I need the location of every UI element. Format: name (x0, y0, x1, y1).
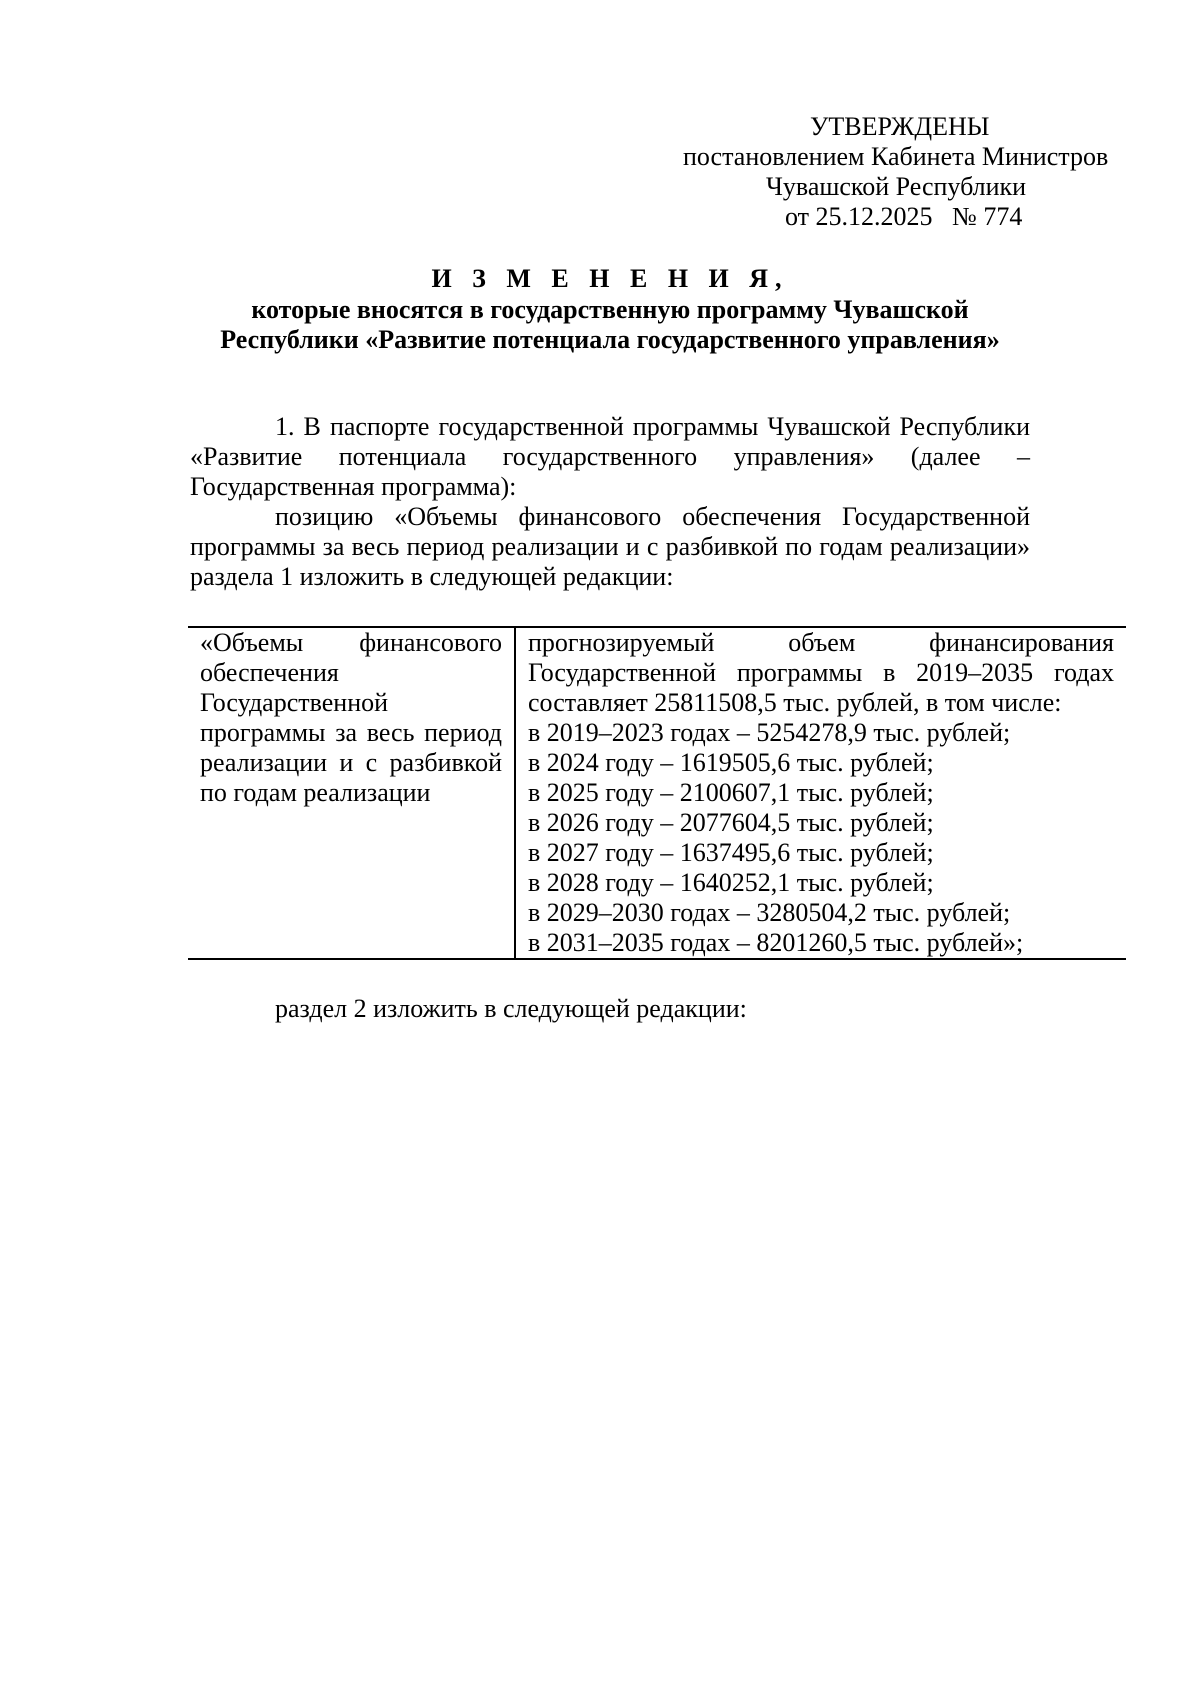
paragraph-2: позицию «Объемы финансового обеспечения Государственной программы за весь период реализации и с разбивкой по годам реализации» раздела 1 изложить в следующей редакции: (190, 502, 1030, 591)
financing-label-cell: «Объемы финансового обеспечения Государственной программы за весь период реализации и с разбивкой по годам реализации (188, 627, 515, 959)
approval-title: УТВЕРЖДЕНЫ (810, 112, 990, 141)
financing-line: в 2024 году – 1619505,6 тыс. рублей; (528, 748, 934, 777)
financing-line: в 2031–2035 годах – 8201260,5 тыс. рублей»; (528, 928, 1024, 957)
financing-line: в 2025 году – 2100607,1 тыс. рублей; (528, 778, 934, 807)
financing-line: в 2026 году – 2077604,5 тыс. рублей; (528, 808, 934, 837)
financing-intro: прогнозируемый объем финансирования Государственной программы в 2019–2035 годах составляет 25811508,5 тыс. рублей, в том числе: (528, 628, 1114, 717)
document-heading (190, 264, 1030, 355)
document-subtitle-line-2: Республики «Развитие потенциала государственного управления» (220, 325, 1000, 354)
approval-date-number: от 25.12.2025 № 774 (785, 202, 1023, 231)
document-subtitle-line-1: которые вносятся в государственную программу Чувашской (251, 295, 969, 324)
financing-line: в 2028 году – 1640252,1 тыс. рублей; (528, 868, 934, 897)
approval-republic: Чувашской Республики (766, 172, 1027, 201)
financing-table (188, 626, 1126, 960)
document-title: И З М Е Н Е Н И Я, (431, 264, 789, 293)
paragraph-3: раздел 2 изложить в следующей редакции: (275, 994, 747, 1023)
paragraph-1: 1. В паспорте государственной программы Чувашской Республики «Развитие потенциала государственного управления» (далее – Государственная программа): (190, 412, 1030, 501)
financing-line: в 2027 году – 1637495,6 тыс. рублей; (528, 838, 934, 867)
financing-line: в 2029–2030 годах – 3280504,2 тыс. рублей; (528, 898, 1011, 927)
approval-issuer: постановлением Кабинета Министров (683, 142, 1109, 171)
financing-value-cell (515, 627, 1126, 959)
financing-line: в 2019–2023 годах – 5254278,9 тыс. рублей; (528, 718, 1011, 747)
approval-block (660, 112, 1160, 232)
table-row (188, 627, 1126, 959)
